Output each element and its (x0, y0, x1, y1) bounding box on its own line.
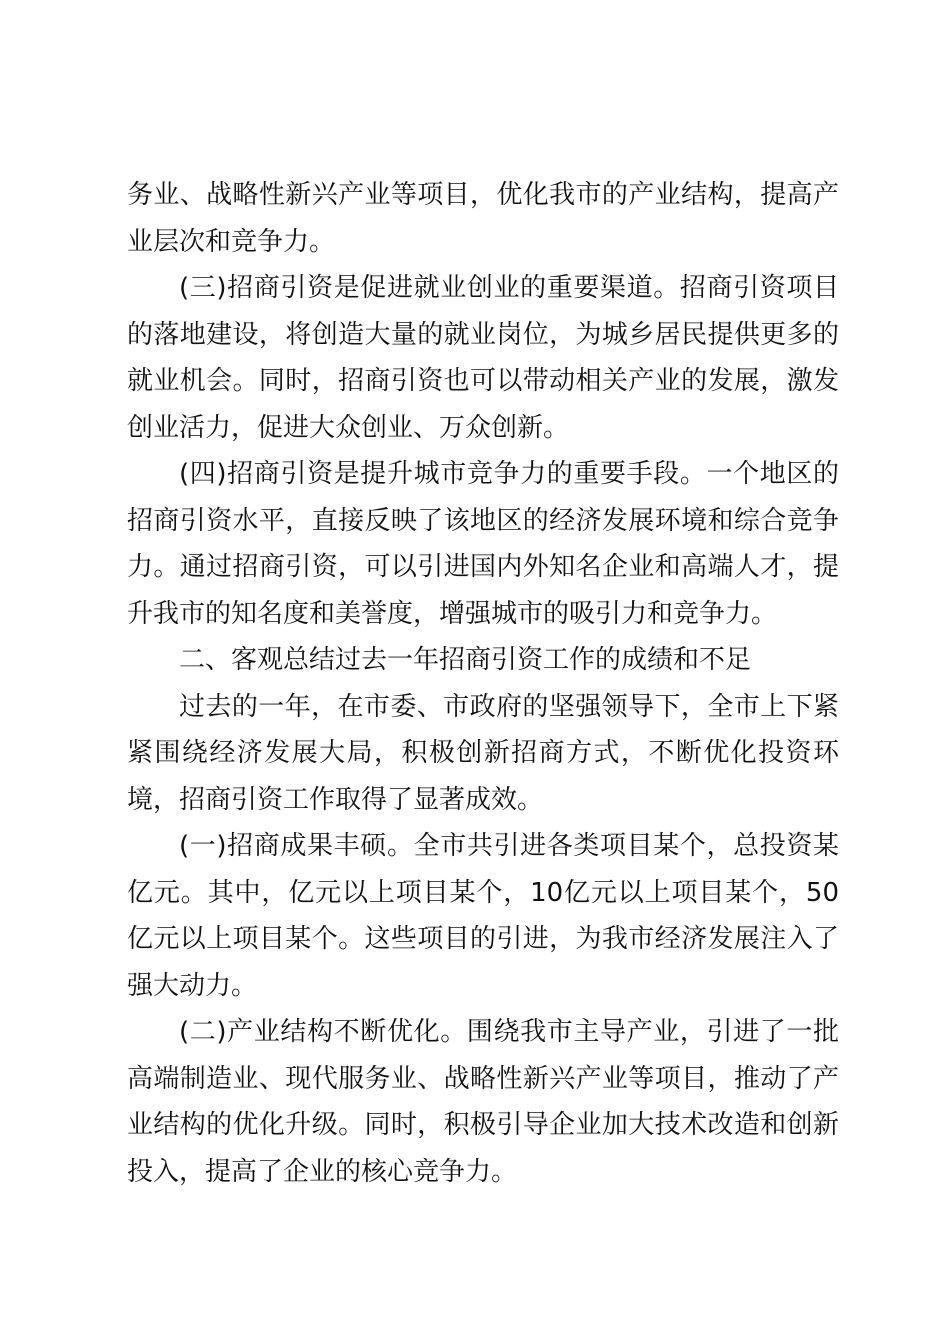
paragraph-subsection-1: (一)招商成果丰硕。全市共引进各类项目某个，总投资某亿元。其中，亿元以上项目某个，10亿元以上项目某个，50亿元以上项目某个。这些项目的引进，为我市经济发展注入了强大动力。 (127, 831, 839, 1001)
paragraph-section-4: (四)招商引资是提升城市竞争力的重要手段。一个地区的招商引资水平，直接反映了该地区的经济发展环境和综合竞争力。通过招商引资，可以引进国内外知名企业和高端人才，提升我市的知名度和美誉度，增强城市的吸引力和竞争力。 (127, 459, 839, 629)
paragraph-continuation: 务业、战略性新兴产业等项目，优化我市的产业结构，提高产业层次和竞争力。 (127, 180, 839, 257)
document-body (127, 172, 839, 1195)
paragraph-section-3: (三)招商引资是促进就业创业的重要渠道。招商引资项目的落地建设，将创造大量的就业岗位，为城乡居民提供更多的就业机会。同时，招商引资也可以带动相关产业的发展，激发创业活力，促进大众创业、万众创新。 (127, 273, 839, 443)
section-heading-2: 二、客观总结过去一年招商引资工作的成绩和不足 (179, 645, 752, 675)
paragraph-subsection-2: (二)产业结构不断优化。围绕我市主导产业，引进了一批高端制造业、现代服务业、战略性新兴产业等项目，推动了产业结构的优化升级。同时，积极引导企业加大技术改造和创新投入，提高了企业的核心竞争力。 (127, 1017, 839, 1187)
paragraph-past-year: 过去的一年，在市委、市政府的坚强领导下，全市上下紧紧围绕经济发展大局，积极创新招商方式，不断优化投资环境，招商引资工作取得了显著成效。 (127, 691, 839, 815)
